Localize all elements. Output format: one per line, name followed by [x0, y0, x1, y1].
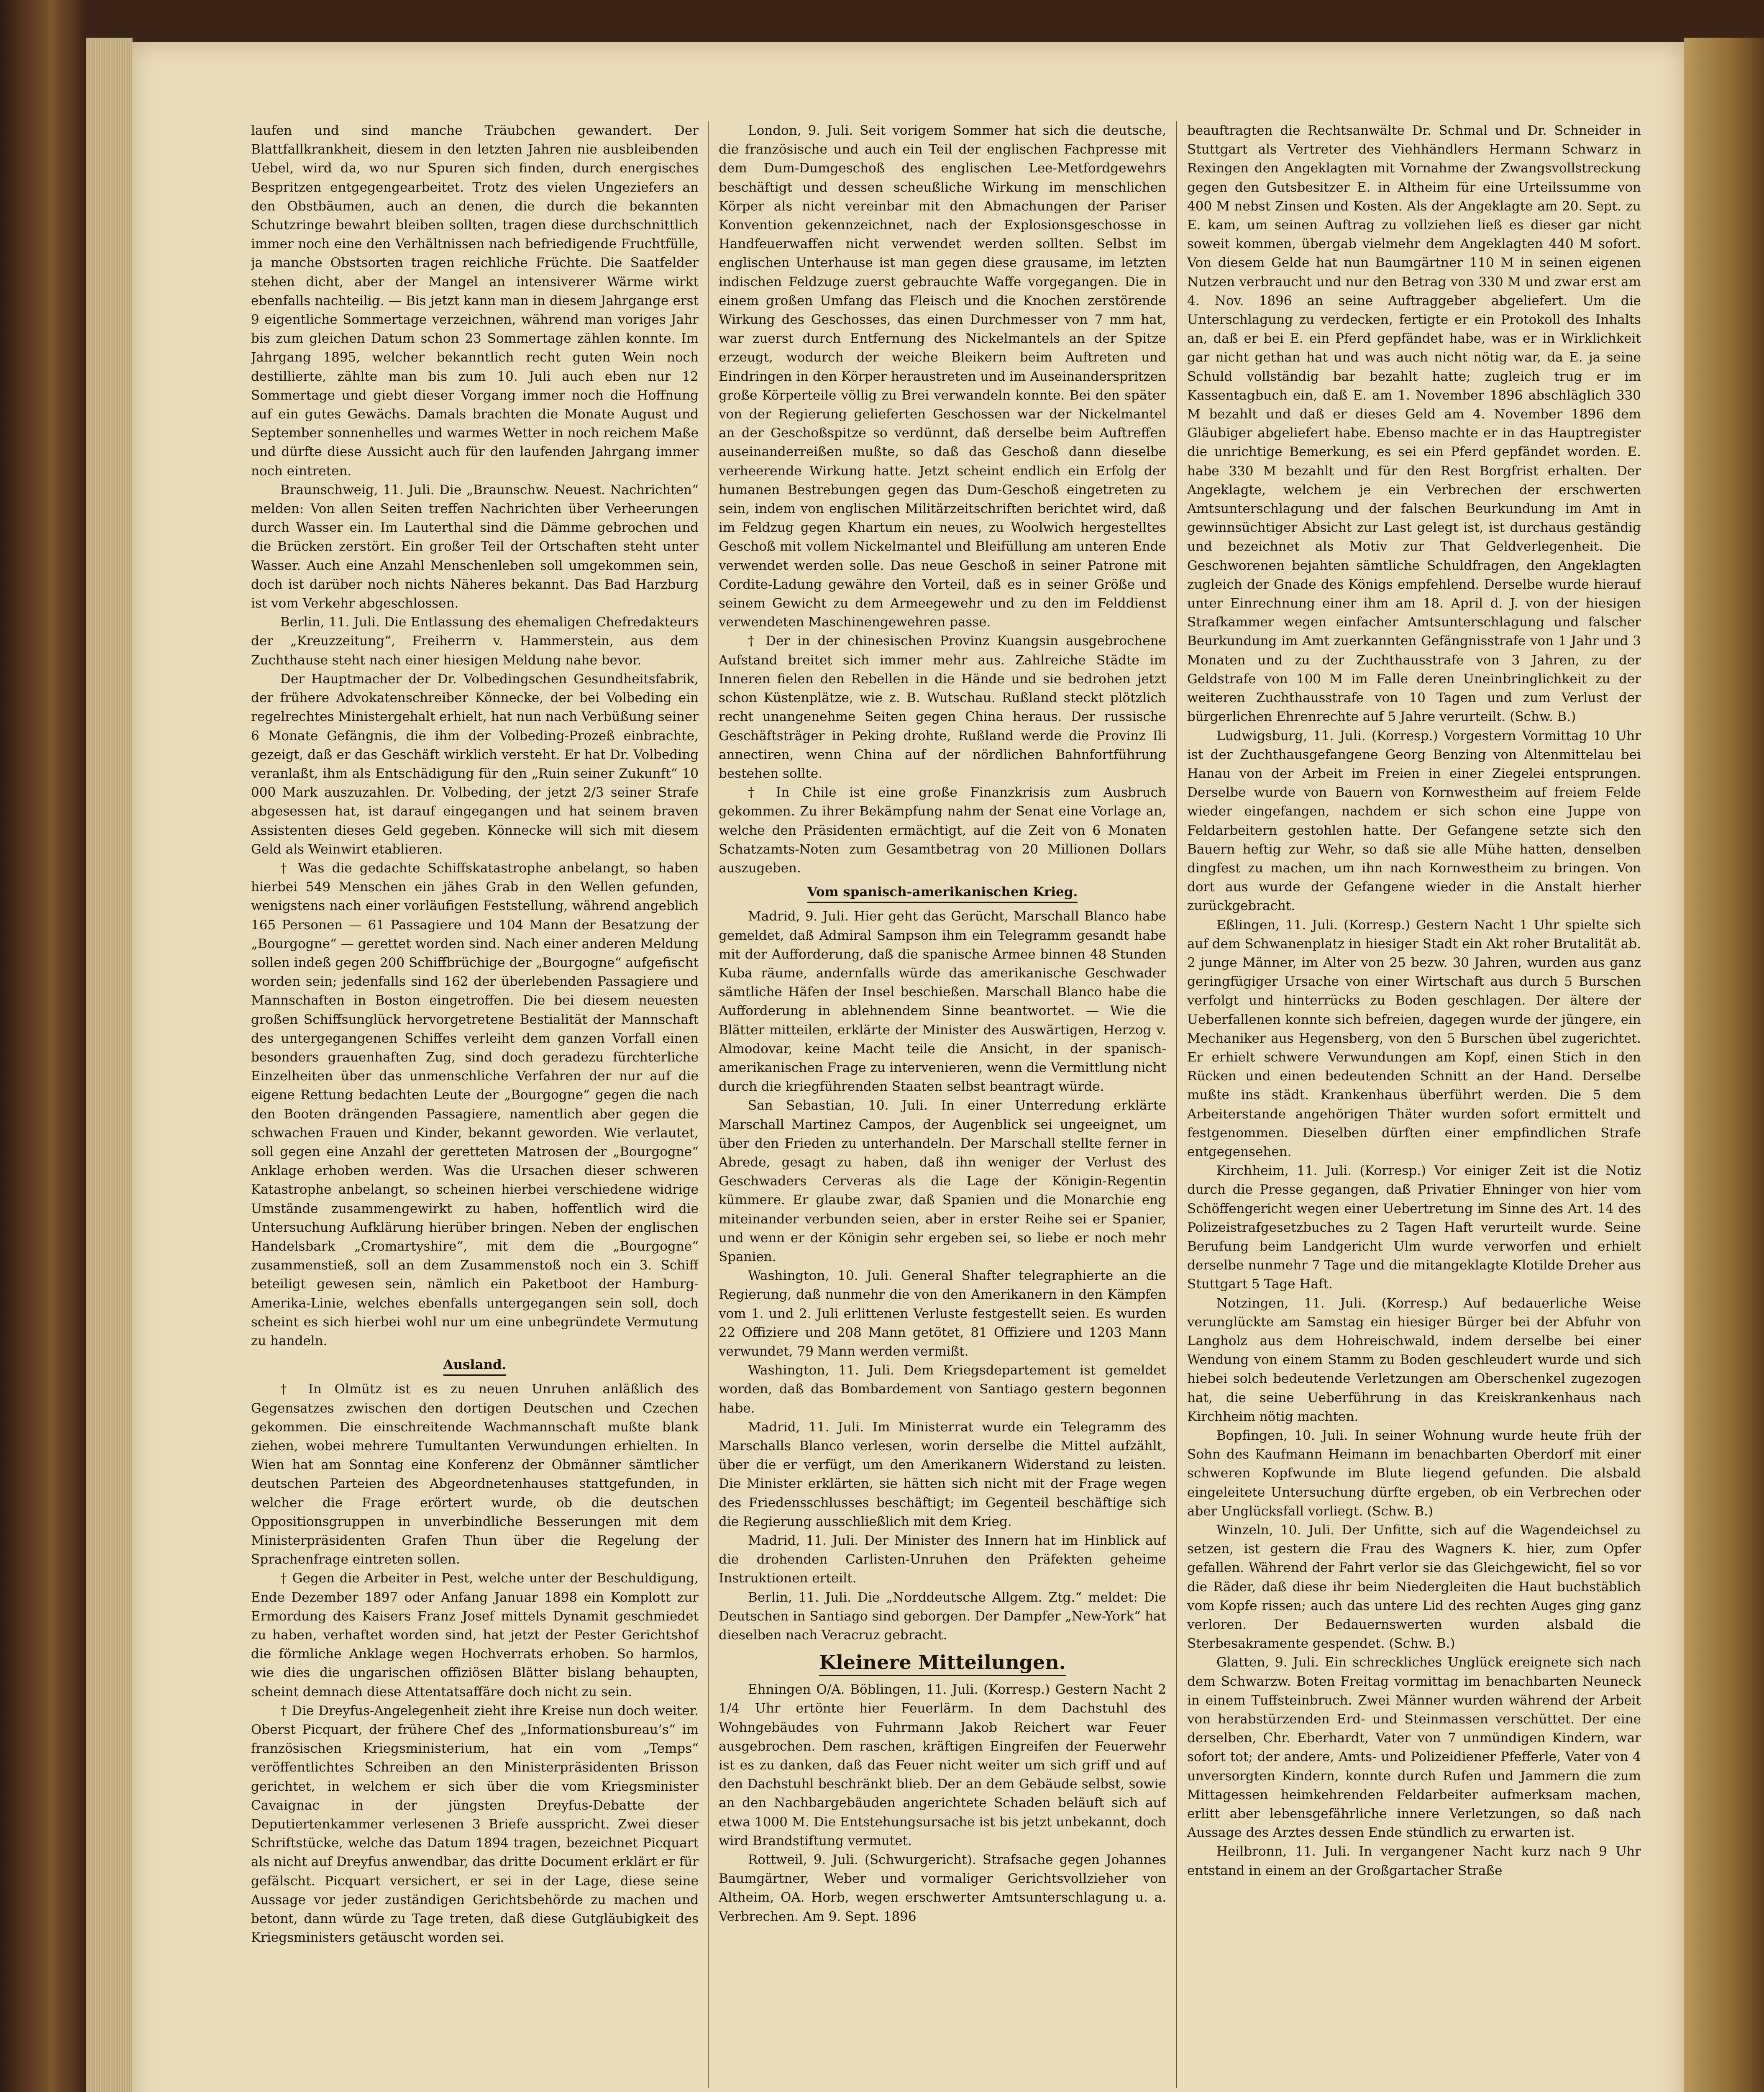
column-1	[251, 121, 699, 2088]
article-paragraph: Kirchheim, 11. Juli. (Korresp.) Vor einiger Zeit ist die Notiz durch die Presse gegangen, daß Privatier Ehninger von hier vom Schöffengericht wegen einer Uebertretung im Sinne des Art. 14 des Polizeistrafgesetzbuches zu 2 Tagen Haft verurteilt wurde. Seine Berufung beim Landgericht Ulm wurde verworfen und erhielt derselbe nunmehr 7 Tage und die mitangeklagte Klotilde Dreher aus Stuttgart 5 Tage Haft.	[1187, 1163, 1641, 1292]
article-paragraph: Eßlingen, 11. Juli. (Korresp.) Gestern Nacht 1 Uhr spielte sich auf dem Schwanenplatz in hiesiger Stadt ein Akt roher Brutalität ab. 2 junge Männer, im Alter von 25 bezw. 30 Jahren, wurden aus ganz geringfügiger Ursache von einer Wirtschaft aus durch 5 Burschen verfolgt und hinterrücks zu Boden geschlagen. Der ältere der Ueberfallenen konnte sich befreien, dagegen wurde der jüngere, ein Mechaniker aus Hegensberg, von den 5 Burschen übel zugerichtet. Er erhielt schwere Verwundungen am Kopf, einen Stich in den Rücken und einen bedeutenden Schnitt an der Hand. Derselbe mußte ins städt. Krankenhaus überführt werden. Die 5 dem Arbeiterstande angehörigen Thäter wurden sofort ermittelt und festgenommen. Dieselben dürften einer empfindlichen Strafe entgegensehen.	[1187, 917, 1641, 1159]
article-paragraph: † Was die gedachte Schiffskatastrophe anbelangt, so haben hierbei 549 Menschen ein jähes Grab in den Wellen gefunden, wenigstens nach einer vorläufigen Feststellung, während angeblich 165 Personen — 61 Passagiere und 104 Mann der Besatzung der „Bourgogne“ — gerettet worden sind. Nach einer anderen Meldung sollen indeß gegen 200 Schiffbrüchige der „Bourgogne“ aufgefischt worden sein; jedenfalls sind 162 der überlebenden Passagiere und Mannschaften in Boston eingetroffen. Die bei diesem neuesten großen Schiffsunglück hervorgetretene Bestialität der Mannschaft des untergegangenen Schiffes verleiht dem ganzen Vorfall einen besonders grauenhaften Zug, sind doch geradezu fürchterliche Einzelheiten über das unmenschliche Verfahren der nur auf die eigene Rettung bedachten Leute der „Bourgogne“ gegen die nach den Booten drängenden Passagiere, namentlich aber gegen die schwachen Frauen und Kinder, bekannt geworden. Wie verlautet, soll gegen eine Anzahl der geretteten Matrosen der „Bourgogne“ Anklage erhoben werden. Was die Ursachen dieser schweren Katastrophe anbelangt, so scheinen hierbei verschiedene widrige Umstände zusammengewirkt zu haben, hoffentlich wird die Untersuchung Aufklärung hierüber bringen. Neben der englischen Handelsbark „Cromartyshire“, mit dem die „Bourgogne“ zusammenstieß, soll an dem Zusammenstoß noch ein 3. Schiff beteiligt gewesen sein, nämlich ein Paketboot der Hamburg-Amerika-Linie, welches ebenfalls untergegangen sein soll, doch scheint es sich hierbei wohl nur um eine unbegründete Vermutung zu handeln.	[251, 860, 699, 1349]
article-paragraph: † In Chile ist eine große Finanzkrisis zum Ausbruch gekommen. Zu ihrer Bekämpfung nahm der Senat eine Vorlage an, welche den Präsidenten ermächtigt, auf die Zeit von 6 Monaten Schatzamts-Noten zum Gesamtbetrag von 20 Millionen Dollars auszugeben.	[719, 785, 1166, 876]
article-paragraph: Washington, 10. Juli. General Shafter telegraphierte an die Regierung, daß nunmehr die von den Amerikanern in den Kämpfen vom 1. und 2. Juli erlittenen Verluste festgestellt seien. Es wurden 22 Offiziere und 208 Mann getötet, 81 Offiziere und 1203 Mann verwundet, 79 Mann werden vermißt.	[719, 1268, 1166, 1359]
article-paragraph: Winzeln, 10. Juli. Der Unfitte, sich auf die Wagendeichsel zu setzen, ist gestern die Frau des Wagners K. hier, zum Opfer gefallen. Während der Fahrt verlor sie das Gleichgewicht, fiel so vor die Räder, daß diese ihr beim Niedergleiten die Haut buchstäblich vom Kopfe rissen; auch das untere Lid des rechten Auges ging ganz verloren. Der Bedauernswerten wurden alsbald die Sterbesakramente gespendet. (Schw. B.)	[1187, 1523, 1641, 1651]
article-paragraph: Madrid, 11. Juli. Der Minister des Innern hat im Hinblick auf die drohenden Carlisten-Unruhen den Präfekten geheime Instruktionen erteilt.	[719, 1533, 1166, 1586]
article-paragraph: London, 9. Juli. Seit vorigem Sommer hat sich die deutsche, die französische und auch ein Teil der englischen Fachpresse mit dem Dum-Dumgeschoß des englischen Lee-Metfordgewehrs beschäftigt und dessen scheußliche Wirkung im menschlichen Körper als nicht vereinbar mit den Abmachungen der Pariser Konvention gekennzeichnet, nach der Explosionsgeschosse in Handfeuerwaffen nicht verwendet werden sollten. Selbst im englischen Unterhause ist man gegen diese grausame, im letzten indischen Feldzuge zuerst gebrauchte Waffe vorgegangen. Die in einem großen Umfang das Fleisch und die Knochen zerstörende Wirkung des Geschosses, das einen Durchmesser von 7 mm hat, war zuerst durch Entfernung des Nickelmantels an der Spitze erzeugt, wodurch der weiche Bleikern beim Auftreten und Eindringen in den Körper heraustreten und im Auseinanderspritzen große Körperteile völlig zu Brei verwandeln konnte. Bei den später von der Regierung gelieferten Geschossen war der Nickelmantel an der Geschoßspitze so verdünnt, daß derselbe beim Auftreffen auseinanderreißen mußte, so daß das Geschoß dann dieselbe verheerende Wirkung hatte. Jetzt scheint endlich ein Erfolg der humanen Bestrebungen gegen das Dum-Geschoß eingetreten zu sein, indem von englischen Militärzeitschriften berichtet wird, daß im Feldzug gegen Khartum ein neues, zu Woolwich hergestelltes Geschoß mit vollem Nickelmantel und Bleifüllung am unteren Ende verwendet werden solle. Das neue Geschoß in seiner Patrone mit Cordite-Ladung gewähre den Vorteil, daß es in seiner Größe und seinem Gewicht zu dem Armeegewehr und zu den im Felddienst verwendeten Maschinengewehren passe.	[719, 123, 1166, 630]
column-rule-2	[1176, 121, 1177, 2088]
article-paragraph: † Gegen die Arbeiter in Pest, welche unter der Beschuldigung, Ende Dezember 1897 oder Anfang Januar 1898 ein Komplott zur Ermordung des Kaisers Franz Josef mittels Dynamit geschmiedet zu haben, verhaftet worden sind, hat jetzt der Pester Gerichtshof die förmliche Anklage wegen Hochverrats erhoben. So harmlos, wie dies die ungarischen offiziösen Blätter bislang behaupten, scheint demnach diese Attentatsaffäre doch nicht zu sein.	[251, 1571, 699, 1700]
article-paragraph: † Die Dreyfus-Angelegenheit zieht ihre Kreise nun doch weiter. Oberst Picquart, der frühere Chef des „Informationsbureau’s“ im französischen Kriegsministerium, hat ein vom „Temps“ veröffentlichtes Schreiben an den Ministerpräsidenten Brisson gerichtet, in welchem er sich über die vom Kriegsminister Cavaignac in der jüngsten Dreyfus-Debatte der Deputiertenkammer verlesenen 3 Briefe ausspricht. Zwei dieser Schriftstücke, welche das Datum 1894 tragen, bezeichnet Picquart als nicht auf Dreyfus anwendbar, das dritte Document erklärt er für gefälscht. Picquart versichert, er sei in der Lage, diese seine Aussage vor jeder zuständigen Gerichtsbehörde zu machen und betont, dann würde zu Tage treten, daß diese Gutgläubigkeit des Kriegsministers getäuscht worden sei.	[251, 1703, 699, 1946]
page-stack-edge	[86, 38, 133, 2092]
article-paragraph: Rottweil, 9. Juli. (Schwurgericht). Strafsache gegen Johannes Baumgärtner, Weber und vormaliger Gerichtsvollzieher von Altheim, OA. Horb, wegen erschwerter Amtsunterschlagung u. a. Verbrechen. Am 9. Sept. 1896	[719, 1852, 1166, 1924]
article-paragraph: Ludwigsburg, 11. Juli. (Korresp.) Vorgestern Vormittag 10 Uhr ist der Zuchthausgefangene Georg Benzing von Altenmittelau bei Hanau von der Arbeit im Freien in einer Ziegelei entsprungen. Derselbe wurde von Bauern von Kornwestheim auf freiem Felde wieder eingefangen, nachdem er sich schon eine Juppe von Feldarbeitern gestohlen hatte. Der Gefangene setzte sich den Bauern heftig zur Wehr, so daß sie alle Mühe hatten, denselben dingfest zu machen, um ihn nach Kornwestheim zu bringen. Von dort aus wurde der Gefangene wieder in die Anstalt hierher zurückgebracht.	[1187, 728, 1641, 914]
article-paragraph: Berlin, 11. Juli. Die „Norddeutsche Allgem. Ztg.“ meldet: Die Deutschen in Santiago sind geborgen. Der Dampfer „New-York“ hat dieselben nach Veracruz gebracht.	[719, 1590, 1166, 1643]
article-paragraph: Washington, 11. Juli. Dem Kriegsdepartement ist gemeldet worden, daß das Bombardement von Santiago gestern begonnen habe.	[719, 1363, 1166, 1416]
article-paragraph: Berlin, 11. Juli. Die Entlassung des ehemaligen Chefredakteurs der „Kreuzzeitung“, Freiherrn v. Hammerstein, aus dem Zuchthause steht nach einer hiesigen Meldung nahe bevor.	[251, 615, 699, 668]
article-paragraph: Notzingen, 11. Juli. (Korresp.) Auf bedauerliche Weise verunglückte am Samstag ein hiesiger Bürger bei der Abfuhr von Langholz aus dem Hohreischwald, indem derselbe bei einer Wendung von einem Stamm zu Boden geschleudert wurde und sich hiebei solch bedeutende Verletzungen am Oberschenkel zugezogen hat, die seine Ueberführung in das Kreiskrankenhaus nach Kirchheim nötig machten.	[1187, 1295, 1641, 1424]
section-heading-ausland: Ausland.	[251, 1356, 699, 1376]
article-paragraph: Heilbronn, 11. Juli. In vergangener Nacht kurz nach 9 Uhr entstand in einem an der Großgartacher Straße	[1187, 1844, 1641, 1878]
right-page-edge	[1684, 38, 1764, 2092]
article-paragraph: † Der in der chinesischen Provinz Kuangsin ausgebrochene Aufstand breitet sich immer mehr aus. Zahlreiche Städte im Inneren fielen den Rebellen in die Hände und sie bedrohen jetzt schon Küstenplätze, wie z. B. Wutschau. Rußland steckt plötzlich recht unangenehme Seiten gegen China heraus. Der russische Geschäftsträger in Peking drohte, Rußland werde die Provinz Ili annectiren, wenn China auf der nördlichen Bahnfortführung bestehen sollte.	[719, 633, 1166, 781]
article-paragraph: Braunschweig, 11. Juli. Die „Braunschw. Neuest. Nachrichten“ melden: Von allen Seiten treffen Nachrichten über Verheerungen durch Wasser ein. Im Lauterthal sind die Dämme gebrochen und die Brücken zerstört. Ein großer Teil der Ortschaften steht unter Wasser. Auch eine Anzahl Menschenleben soll umgekommen sein, doch ist darüber noch nichts Näheres bekannt. Das Bad Harzburg ist vom Verkehr abgeschlossen.	[251, 482, 699, 611]
section-heading-kleinere-mitteilungen: Kleinere Mitteilungen.	[719, 1650, 1166, 1676]
article-paragraph: Glatten, 9. Juli. Ein schreckliches Unglück ereignete sich nach dem Schwarzw. Boten Freitag vormittag im benachbarten Neuneck in einem Tuffsteinbruch. Zwei Männer wurden während der Arbeit von herabstürzenden Erd- und Steinmassen verschüttet. Der eine derselben, Chr. Eberhardt, Vater von 7 unmündigen Kindern, war sofort tot; der andere, Amts- und Polizeidiener Pfefferle, Vater von 4 unversorgten Kindern, konnte durch Rufen und Jammern die zum Mittagessen heimkehrenden Feldarbeiter aufmerksam machen, erlitt aber lebensgefährliche innere Verletzungen, so daß nach Aussage des Arztes dessen Ende stündlich zu erwarten ist.	[1187, 1655, 1641, 1841]
article-paragraph: Ehningen O/A. Böblingen, 11. Juli. (Korresp.) Gestern Nacht 2 1/4 Uhr ertönte hier Feuerlärm. In dem Dachstuhl des Wohngebäudes von Fuhrmann Jakob Reichert war Feuer ausgebrochen. Dem raschen, kräftigen Eingreifen der Feuerwehr ist es zu danken, daß das Feuer nicht weiter um sich griff und auf den Dachstuhl beschränkt blieb. Der an dem Gebäude selbst, sowie an den Nachbargebäuden angerichtete Schaden beläuft sich auf etwa 1000 M. Die Entstehungsursache ist bis jetzt unbekannt, doch wird Brandstiftung vermutet.	[719, 1682, 1166, 1848]
book-spine	[0, 0, 86, 2092]
article-paragraph: Der Hauptmacher der Dr. Volbedingschen Gesundheitsfabrik, der frühere Advokatenschreiber Könnecke, der bei Volbeding ein regelrechtes Ministergehalt erhielt, hat nun nach Verbüßung seiner 6 Monate Gefängnis, die ihm der Volbeding-Prozeß einbrachte, gezeigt, daß er das Geschäft wirklich versteht. Er hat Dr. Volbeding veranlaßt, ihm als Entschädigung für den „Ruin seiner Zukunft“ 10 000 Mark auszuzahlen. Dr. Volbeding, der jetzt 2/3 seiner Strafe abgesessen hat, ist darauf eingegangen und hat seinem braven Assistenten dieses Geld gegeben. Könnecke will sich mit diesem Geld als Weinwirt etablieren.	[251, 671, 699, 857]
article-paragraph: † In Olmütz ist es zu neuen Unruhen anläßlich des Gegensatzes zwischen den dortigen Deutschen und Czechen gekommen. Die einschreitende Wachmannschaft mußte blank ziehen, wobei mehrere Tumultanten Verwundungen erhielten. In Wien hat am Sonntag eine Konferenz der Obmänner sämtlicher deutschen Parteien des Abgeordnetenhauses stattgefunden, in welcher die Frage erörtert wurde, ob die deutschen Oppositionsgruppen in unverbindliche Besserungen mit dem Ministerpräsidenten Grafen Thun über die Regelung der Sprachenfrage eintreten sollen.	[251, 1382, 699, 1567]
article-paragraph: Madrid, 11. Juli. Im Ministerrat wurde ein Telegramm des Marschalls Blanco verlesen, worin derselbe die Mittel aufzählt, über die er verfügt, um den Amerikanern Widerstand zu leisten. Die Minister erklärten, sie hätten sich nicht mit der Frage wegen des Friedensschlusses beschäftigt; im Gegenteil beschäftige sich die Regierung ausschließlich mit dem Krieg.	[719, 1419, 1166, 1529]
article-paragraph: Bopfingen, 10. Juli. In seiner Wohnung wurde heute früh der Sohn des Kaufmann Heimann im benachbarten Oberdorf mit einer schweren Kopfwunde im Blute liegend gefunden. Die alsbald eingeleitete Untersuchung dürfte ergeben, ob ein Verbrechen oder aber Unglücksfall vorliegt. (Schw. B.)	[1187, 1428, 1641, 1519]
article-paragraph: beauftragten die Rechtsanwälte Dr. Schmal und Dr. Schneider in Stuttgart als Vertreter des Viehhändlers Hermann Schwarz in Rexingen den Angeklagten mit Vornahme der Zwangsvollstreckung gegen den Gutsbesitzer E. in Altheim für eine Urteilssumme von 400 M nebst Zinsen und Kosten. Als der Angeklagte am 20. Sept. zu E. kam, um seinen Auftrag zu vollziehen ließ es dieser gar nicht soweit kommen, übergab vielmehr dem Angeklagten 440 M sofort. Von diesem Gelde hat nun Baumgärtner 110 M in seinen eigenen Nutzen verbraucht und nur den Betrag von 330 M und zwar erst am 4. Nov. 1896 an seine Auftraggeber abgeliefert. Um die Unterschlagung zu verdecken, fertigte er ein Protokoll des Inhalts an, daß er bei E. ein Pferd gepfändet habe, was er in Wirklichkeit gar nicht gethan hat und was auch nicht nötig war, da E. ja seine Schuld vollständig bar bezahlt hatte; zugleich trug er im Kassentagbuch ein, daß E. am 1. November 1896 abschläglich 330 M bezahlt und daß er dieses Geld am 4. November 1896 dem Gläubiger abgeliefert habe. Ebenso machte er in das Hauptregister die unrichtige Bemerkung, es sei ein Pferd gepfändet worden. E. habe 330 M bezahlt und für den Rest Borgfrist erhalten. Der Angeklagte, welchem je ein Verbrechen der erschwerten Amtsunterschlagung und der falschen Beurkundung im Amt in gewinnsüchtiger Absicht zur Last gelegt ist, ist durchaus geständig und bezeichnet als Motiv zur That Geldverlegenheit. Die Geschworenen bejahten sämtliche Schuldfragen, den Angeklagten zugleich der Gnade des Königs empfehlend. Derselbe wurde hierauf unter Einrechnung einer ihm am 18. April d. J. von der hiesigen Strafkammer wegen einfacher Amtsunterschlagung und falscher Beurkundung im Amt zuerkannten Gefängnisstrafe von 1 Jahr und 3 Monaten und zu der Zuchthausstrafe von 3 Jahren, zu der Geldstrafe von 100 M im Falle deren Uneinbringlichkeit zu der weiteren Zuchthausstrafe von 10 Tagen und zum Verlust der bürgerlichen Ehrenrechte auf 5 Jahre verurteilt. (Schw. B.)	[1187, 123, 1641, 725]
article-paragraph: Madrid, 9. Juli. Hier geht das Gerücht, Marschall Blanco habe gemeldet, daß Admiral Sampson ihm ein Telegramm gesandt habe mit der Aufforderung, daß die spanische Armee binnen 48 Stunden Kuba räume, andernfalls würde das amerikanische Geschwader sämtliche Häfen der Insel beschießen. Marschall Blanco habe die Aufforderung in ablehnendem Sinne beantwortet. — Wie die Blätter mitteilen, erklärte der Minister des Auswärtigen, Herzog v. Almodovar, keine Macht teile die Ansicht, in der spanisch-amerikanischen Frage zu intervenieren, wenn die Vermittlung nicht durch die kriegführenden Staaten selbst beantragt würde.	[719, 909, 1166, 1095]
column-2	[719, 121, 1166, 2088]
section-heading-war: Vom spanisch-amerikanischen Krieg.	[719, 883, 1166, 903]
article-paragraph: laufen und sind manche Träubchen gewandert. Der Blattfallkrankheit, diesem in den letzten Jahren nie ausbleibenden Uebel, wird da, wo nur Spuren sich finden, durch energisches Bespritzen entgegengearbeitet. Trotz des vielen Ungeziefers an den Obstbäumen, auch an denen, die durch die bekannten Schutzringe bewahrt bleiben sollten, tragen diese durchschnittlich immer noch eine den Verhältnissen nach befriedigende Fruchtfülle, ja manche Obstsorten tragen reichliche Früchte. Die Saatfelder stehen dicht, aber der Mangel an intensiverer Wärme wirkt ebenfalls nachteilig. — Bis jetzt kann man in diesem Jahrgange erst 9 eigentliche Sommertage verzeichnen, während man voriges Jahr bis zum gleichen Datum schon 23 Sommertage zählen konnte. Im Jahrgang 1895, welcher bekanntlich recht guten Wein noch destillierte, zählte man bis zum 10. Juli auch eben nur 12 Sommertage und giebt dieser Vorgang immer noch die Hoffnung auf ein gutes Gewächs. Damals brachten die Monate August und September sonnenhelles und warmes Wetter in noch reichem Maße und dürfte diese Aussicht auch für den laufenden Jahrgang immer noch eintreten.	[251, 123, 699, 479]
article-paragraph: San Sebastian, 10. Juli. In einer Unterredung erklärte Marschall Martinez Campos, der Augenblick sei ungeeignet, um über den Frieden zu unterhandeln. Der Marschall stellte ferner in Abrede, gesagt zu haben, daß ihn weniger der Verlust des Geschwaders Cerveras als die Lage der Königin-Regentin kümmere. Er glaube zwar, daß Spanien und die Monarchie eng miteinander verbunden seien, aber in erster Reihe sei er Spanier, und wenn er der Königin sehr ergeben sei, so liebe er noch mehr Spanien.	[719, 1098, 1166, 1264]
column-rule-1	[708, 121, 709, 2088]
column-3	[1187, 121, 1641, 2088]
